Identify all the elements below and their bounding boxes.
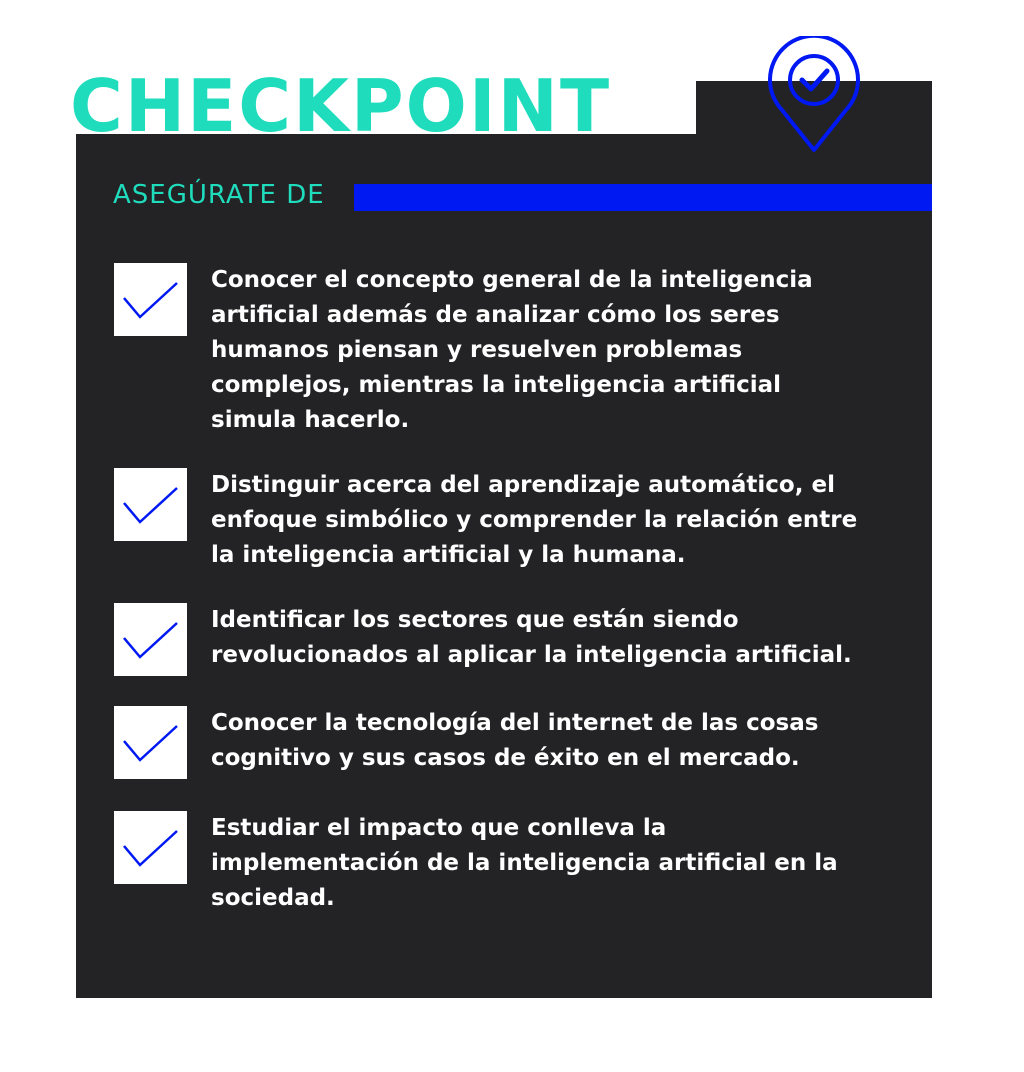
checklist-item bbox=[114, 603, 894, 676]
checkbox-checked bbox=[114, 263, 187, 336]
checklist-item-text: Conocer el concepto general de la inteligencia artificial además de analizar cómo los seres humanos piensan y resuelven problemas complejos, mientras la inteligencia artificial simula hacerlo. bbox=[211, 267, 813, 433]
checklist-item-text: Estudiar el impacto que conlleva la implementación de la inteligencia artificial en la sociedad. bbox=[211, 815, 838, 911]
checkbox-checked bbox=[114, 706, 187, 779]
page-title: CHECKPOINT bbox=[70, 64, 612, 148]
checkmark-icon bbox=[114, 468, 187, 541]
section-subtitle: ASEGÚRATE DE bbox=[113, 180, 325, 210]
checkmark-icon bbox=[114, 706, 187, 779]
checkbox-checked bbox=[114, 603, 187, 676]
checklist-item bbox=[114, 263, 894, 438]
checkmark-icon bbox=[114, 263, 187, 336]
checklist-item bbox=[114, 468, 894, 573]
checklist-item bbox=[114, 811, 894, 916]
accent-bar bbox=[354, 184, 932, 211]
checklist-item-text: Distinguir acerca del aprendizaje automático, el enfoque simbólico y comprender la relación entre la inteligencia artificial y la humana. bbox=[211, 472, 858, 568]
checkbox-checked bbox=[114, 468, 187, 541]
checkmark-icon bbox=[114, 811, 187, 884]
checklist-item-text: Identificar los sectores que están siendo revolucionados al aplicar la inteligencia artificial. bbox=[211, 607, 852, 668]
checklist-item bbox=[114, 706, 894, 779]
checkbox-checked bbox=[114, 811, 187, 884]
checklist bbox=[114, 263, 894, 916]
checkmark-icon bbox=[114, 603, 187, 676]
location-pin-check-icon bbox=[764, 36, 864, 154]
checklist-item-text: Conocer la tecnología del internet de las cosas cognitivo y sus casos de éxito en el mercado. bbox=[211, 710, 819, 771]
